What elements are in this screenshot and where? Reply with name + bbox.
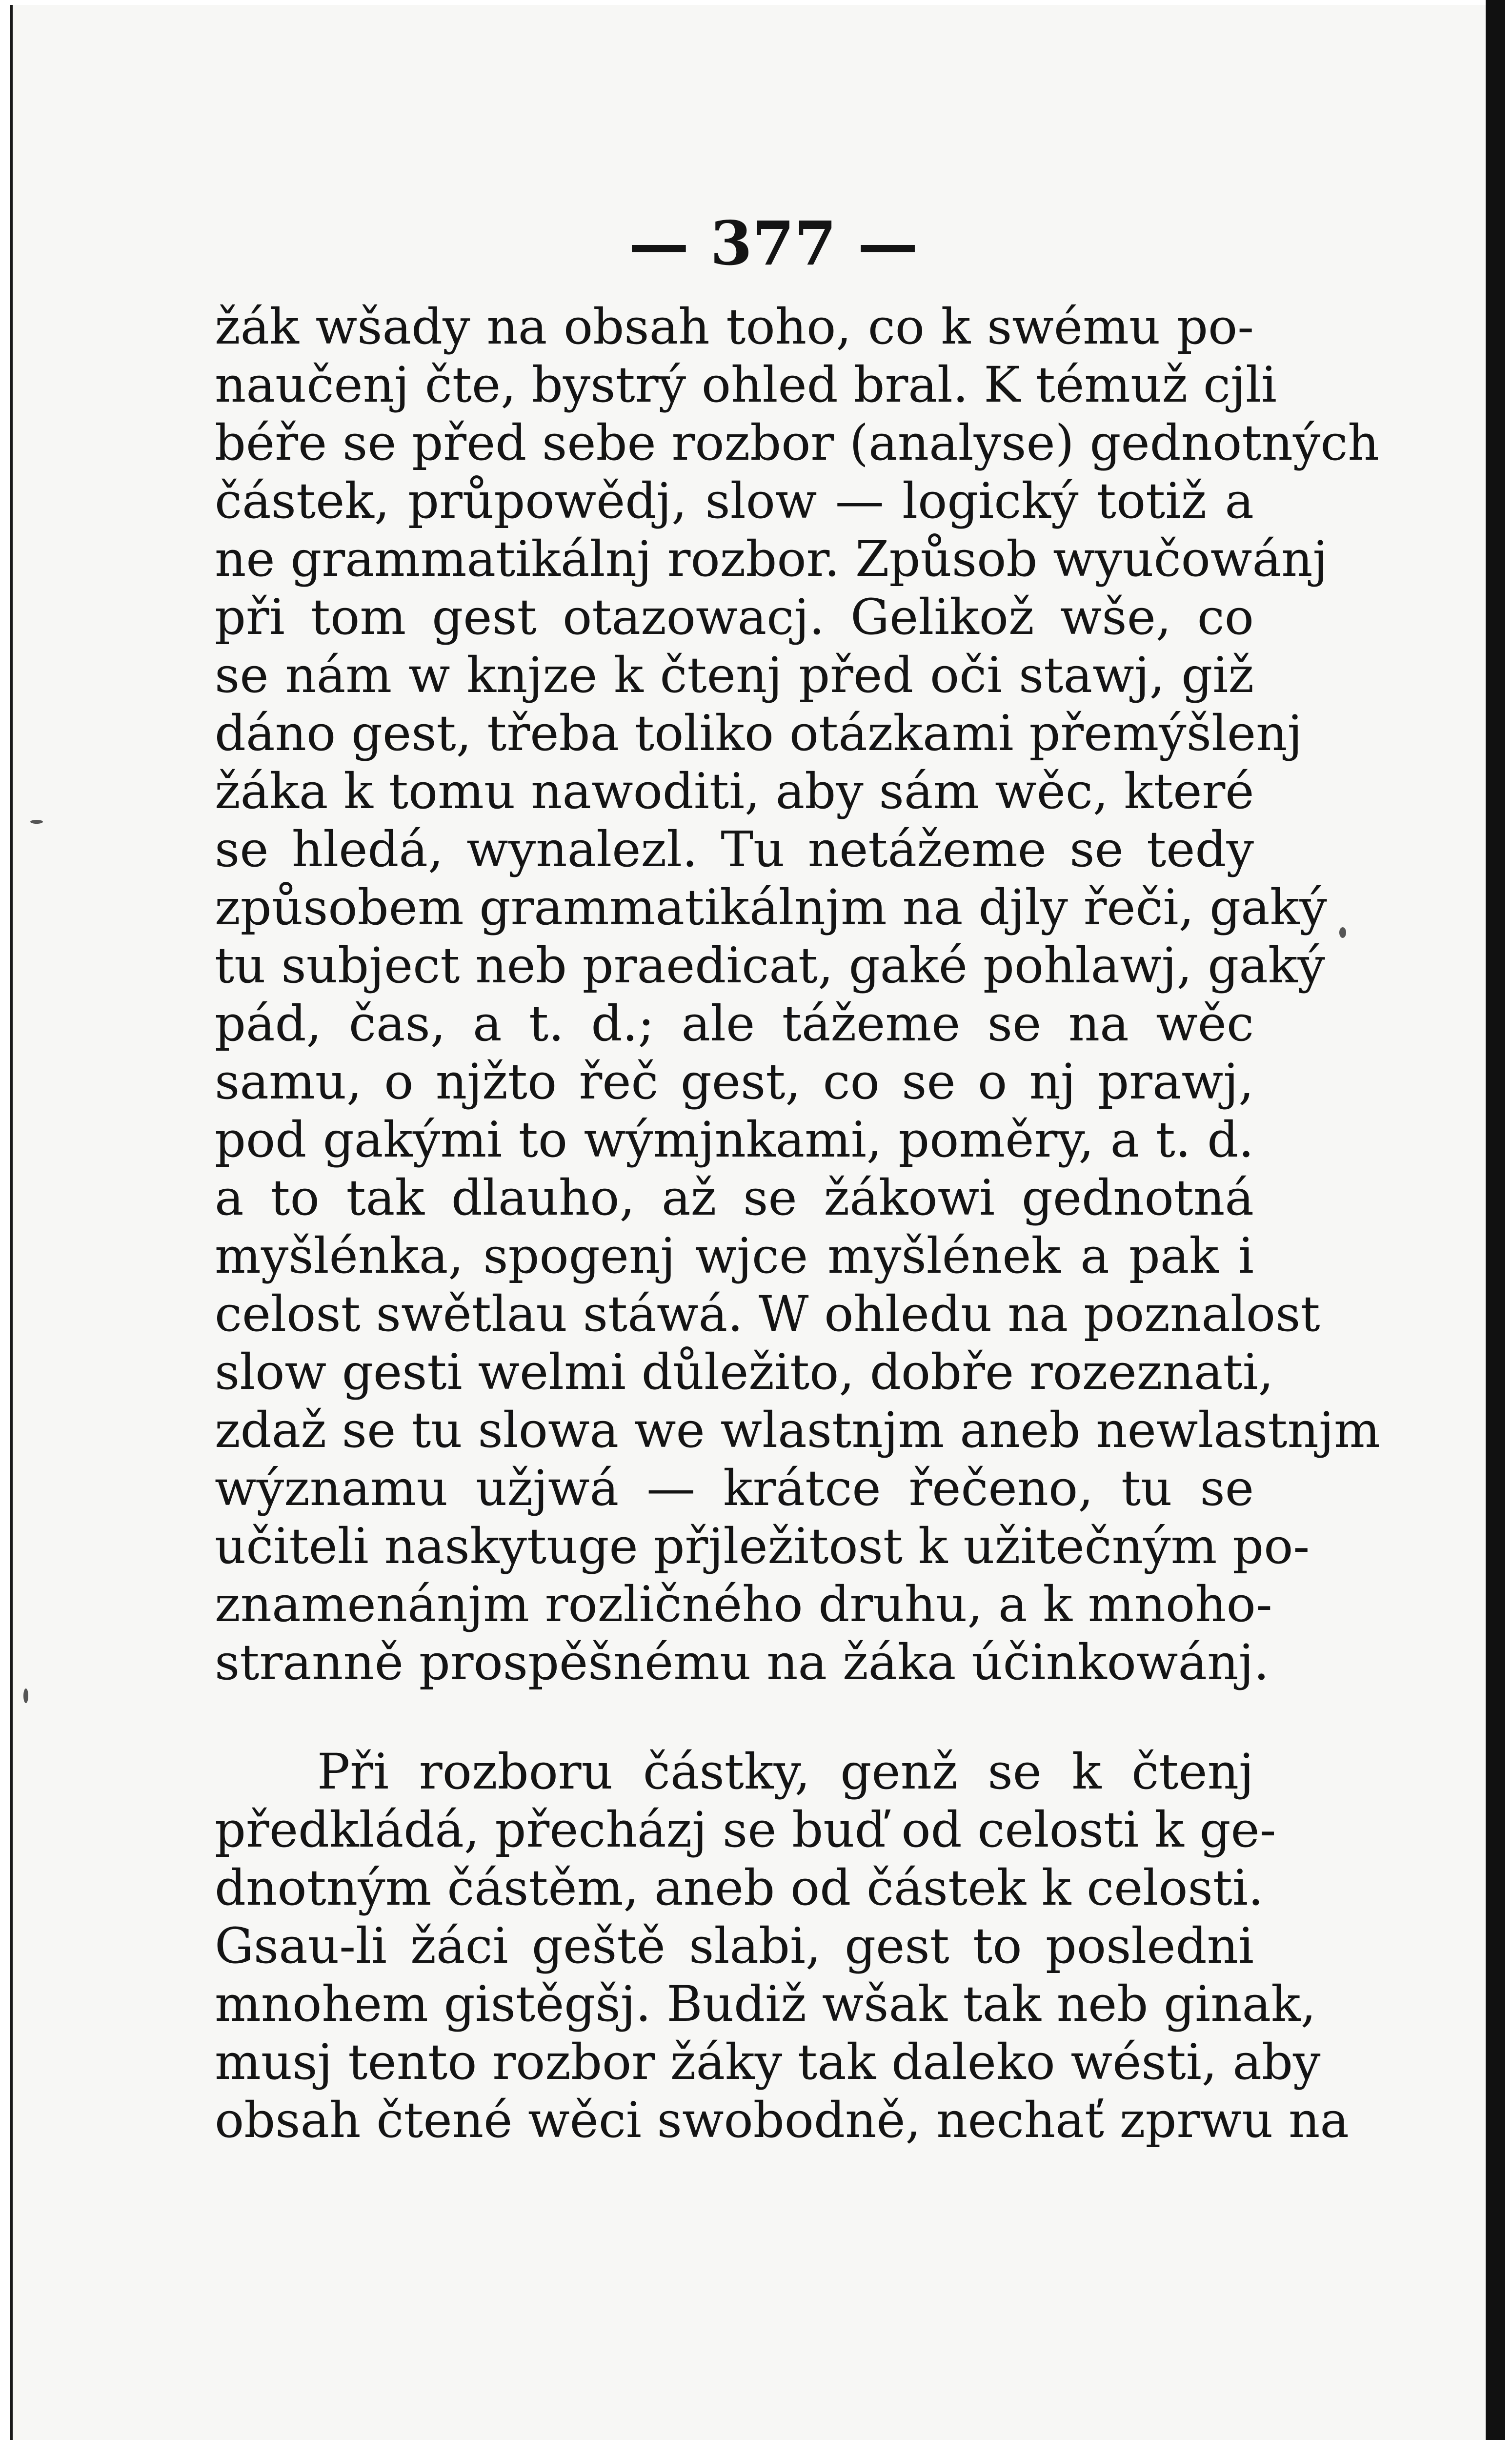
ink-speck	[1339, 927, 1346, 938]
text-line: žák wšady na obsah toho, co k swému po-	[215, 298, 1254, 355]
text-line: žáka k tomu nawoditi, aby sám wěc, které	[215, 763, 1254, 820]
text-line: předkládá, přecházj se buď od celosti k ge-	[215, 1801, 1276, 1858]
text-line: Gsau-li žáci geště slabi, gest to posledni	[215, 1917, 1254, 1974]
text-line: celost swětlau stáwá. W ohledu na poznalost	[215, 1285, 1320, 1342]
text-line: učiteli naskytuge přjležitost k užitečným po-	[215, 1518, 1310, 1575]
text-line: pod gakými to wýmjnkami, poměry, a t. d.	[215, 1111, 1254, 1168]
text-line: při tom gest otazowacj. Gelikož wše, co	[215, 589, 1254, 646]
text-line: musj tento rozbor žáky tak daleko wésti, aby	[215, 2033, 1321, 2091]
text-line: Při rozboru částky, genž se k čtenj	[317, 1743, 1254, 1800]
text-line: ne grammatikálnj rozbor. Způsob wyučowánj	[215, 530, 1328, 588]
text-line: obsah čtené wěci swobodně, nechať zprwu na	[215, 2092, 1350, 2149]
book-page	[215, 205, 1380, 2149]
text-line: dnotným částěm, aneb od částek k celosti.	[215, 1859, 1264, 1916]
ink-speck	[23, 1688, 28, 1703]
text-line: pád, čas, a t. d.; ale tážeme se na wěc	[215, 995, 1254, 1052]
text-line: se hledá, wynalezl. Tu netážeme se tedy	[215, 821, 1254, 878]
text-line: částek, průpowědj, slow — logický totiž a	[215, 472, 1254, 529]
text-line: mnohem gistěgšj. Budiž wšak tak neb ginak,	[215, 1975, 1316, 2033]
text-line: zdaž se tu slowa we wlastnjm aneb newlastnjm	[215, 1402, 1380, 1459]
paragraph-1	[215, 298, 1380, 1691]
text-line: se nám w knjze k čtenj před oči stawj, giž	[215, 647, 1254, 704]
text-line: a to tak dlauho, až se žákowi gednotná	[215, 1169, 1254, 1226]
text-line: stranně prospěšnému na žáka účinkowánj.	[215, 1634, 1270, 1691]
page-number: — 377 —	[628, 208, 918, 279]
paragraph-2	[215, 1743, 1350, 2149]
text-line: wýznamu užjwá — krátce řečeno, tu se	[215, 1460, 1254, 1517]
text-line: dáno gest, třeba toliko otázkami přemýšlenj	[215, 705, 1303, 762]
text-line: slow gesti welmi důležito, dobře rozeznati,	[215, 1343, 1274, 1401]
text-line: způsobem grammatikálnjm na djly řeči, gaký	[215, 879, 1327, 936]
page-edge-shadow	[1486, 0, 1505, 2440]
ink-speck	[30, 820, 43, 824]
text-line: tu subject neb praedicat, gaké pohlawj, gaký	[215, 937, 1325, 994]
paragraph-gap	[215, 1691, 1254, 1743]
text-line: naučenj čte, bystrý ohled bral. K témuž cjli	[215, 356, 1277, 413]
text-line: myšlénka, spogenj wjce myšlének a pak i	[215, 1227, 1254, 1284]
text-line: samu, o njžto řeč gest, co se o nj prawj,	[215, 1053, 1254, 1110]
text-line: béře se před sebe rozbor (analyse) gednotných	[215, 414, 1379, 471]
text-line: znamenánjm rozličného druhu, a k mnoho-	[215, 1576, 1272, 1633]
